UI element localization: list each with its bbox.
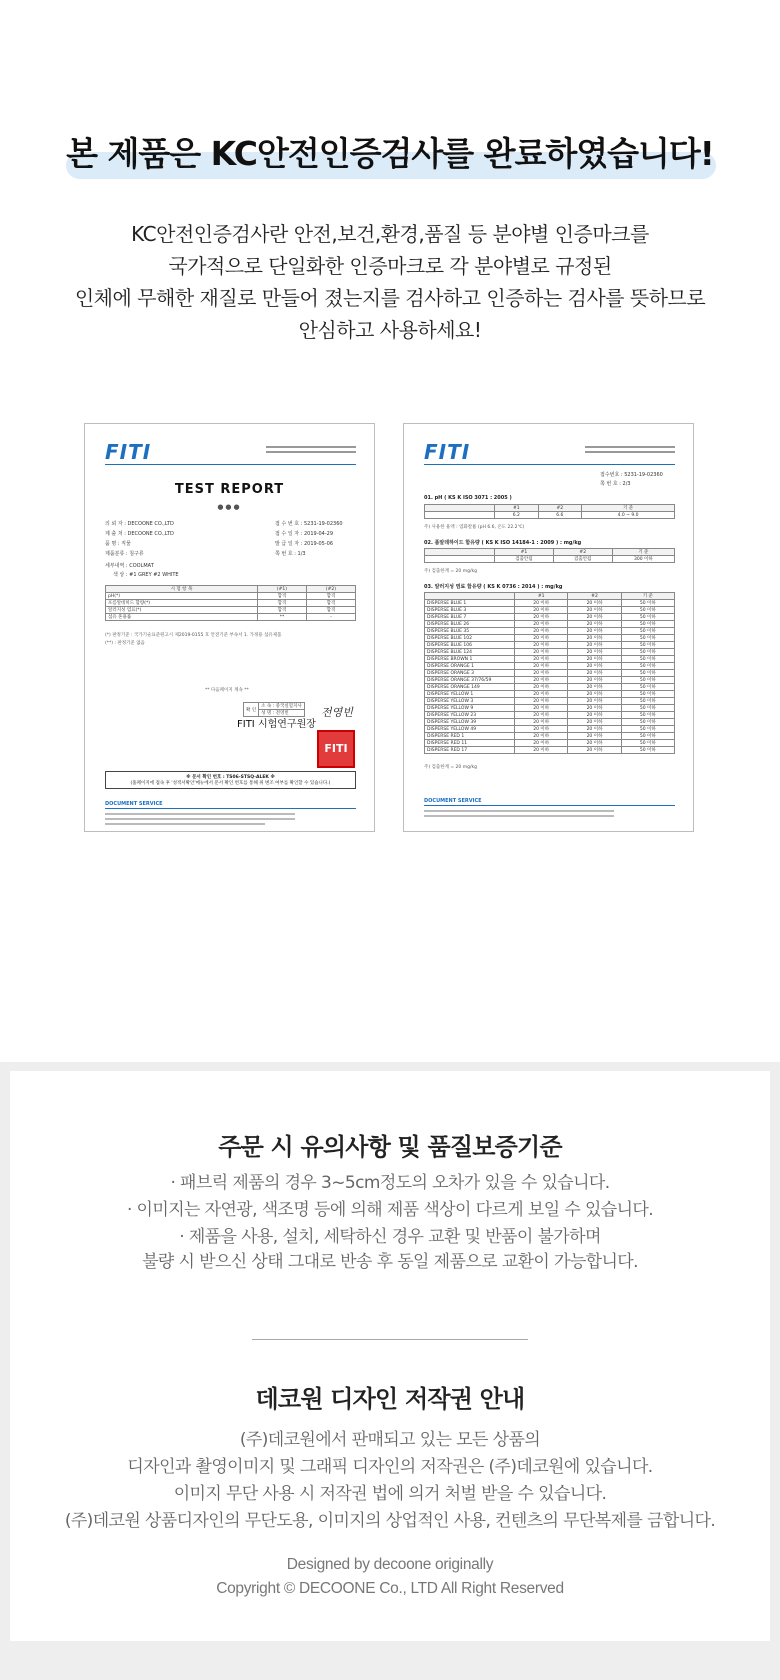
table-row xyxy=(425,698,675,705)
table-cell: 20 이하 xyxy=(568,670,621,677)
address-lines xyxy=(585,446,675,456)
field-row: 접 수 번 호 : 5231-19-02360 xyxy=(275,521,343,527)
table-cell: 50 이하 xyxy=(621,733,674,740)
table-row xyxy=(425,705,675,712)
table-row xyxy=(425,614,675,621)
table-cell: 50 이하 xyxy=(621,684,674,691)
table-cell: 20 이하 xyxy=(515,621,568,628)
table-cell: DISPERSE RED 11 xyxy=(425,740,515,747)
table-cell: DISPERSE YELLOW 39 xyxy=(425,719,515,726)
copyright-notice: Copyright © DECOONE Co., LTD All Right Reserved xyxy=(216,1580,564,1597)
table-row xyxy=(425,733,675,740)
table-row xyxy=(425,684,675,691)
intro-line: KC안전인증검사란 안전,보건,환경,품질 등 분야별 인증마크를 xyxy=(131,222,649,246)
field-row: 색 상 : #1 GREY #2 WHITE xyxy=(113,572,179,578)
section-divider xyxy=(252,1339,528,1340)
table-cell: 20 이하 xyxy=(515,677,568,684)
table-row xyxy=(425,719,675,726)
table-cell: DISPERSE RED 1 xyxy=(425,733,515,740)
table-cell: 20 이하 xyxy=(568,691,621,698)
notice-line: · 제품을 사용, 설치, 세탁하신 경우 교환 및 반품이 불가하며 xyxy=(179,1227,601,1247)
intro-line: 인체에 무해한 재질로 만들어 졌는지를 검사하고 인증하는 검사를 뜻하므로 xyxy=(74,286,706,310)
table-cell: DISPERSE BLUE 26 xyxy=(425,621,515,628)
table-row: 포름알데히드 함량(*) 합격 합격 xyxy=(106,600,356,607)
table-cell: 50 이하 xyxy=(621,670,674,677)
field-row: 접 수 일 자 : 2019-04-29 xyxy=(275,531,334,537)
field-row: 쪽 번 호 : 2/3 xyxy=(600,481,631,487)
continued-note: ** 다음페이지 계속 ** xyxy=(205,688,249,693)
table-cell: 20 이하 xyxy=(515,670,568,677)
table-cell: 20 이하 xyxy=(515,712,568,719)
table-row xyxy=(425,691,675,698)
footer-rule xyxy=(424,805,675,806)
table-cell: 20 이하 xyxy=(568,726,621,733)
table-cell: 50 이하 xyxy=(621,663,674,670)
table-cell: 20 이하 xyxy=(568,614,621,621)
table-cell: 20 이하 xyxy=(515,614,568,621)
table-note: 주) 사용한 용액 : 염화칼륨 (pH 6.6, 온도 22.2℃) xyxy=(424,525,525,530)
table-cell: 20 이하 xyxy=(568,656,621,663)
table-cell: 20 이하 xyxy=(568,607,621,614)
table-cell: 50 이하 xyxy=(621,649,674,656)
notice-line: 불량 시 받으신 상태 그대로 반송 후 동일 제품으로 교환이 가능합니다. xyxy=(142,1252,638,1272)
notice-text xyxy=(10,1170,770,1273)
table-cell: DISPERSE BLUE 124 xyxy=(425,649,515,656)
field-row: 품 명 : 직물 xyxy=(105,541,131,547)
field-row: 발 급 일 자 : 2019-05-06 xyxy=(275,541,334,547)
field-row: 세부내역 : COOLMAT xyxy=(105,563,154,569)
table-cell: 50 이하 xyxy=(621,621,674,628)
document-check-box: ※ 문서 확인 번호 : TS06-STSQ-ALEK ※ (홈페이지에 접속 후 '성적서확인'메뉴에서 문서 확인 번호를 통해 위 변조 여부를 확인할 수 있습니다.) xyxy=(105,771,356,789)
title-wrap xyxy=(0,128,780,175)
designed-by: Designed by decoone originally xyxy=(286,1556,494,1573)
table-row xyxy=(425,628,675,635)
table-row xyxy=(425,607,675,614)
table-cell: 20 이하 xyxy=(515,726,568,733)
table-cell: 20 이하 xyxy=(568,747,621,754)
table-cell: DISPERSE ORANGE 3 xyxy=(425,670,515,677)
table-cell: 50 이하 xyxy=(621,628,674,635)
table-cell: 50 이하 xyxy=(621,726,674,733)
copyright-title: 데코원 디자인 저작권 안내 xyxy=(255,1385,525,1413)
ph-table: #1 #2 기 준 6.2 6.6 4.0 ~ 9.0 xyxy=(424,504,675,519)
table-row: 6.2 6.6 4.0 ~ 9.0 xyxy=(425,512,675,519)
table-header: (#1) xyxy=(257,586,306,593)
table-note: (**) : 판정기준 없음 xyxy=(105,641,145,646)
table-cell: 20 이하 xyxy=(515,628,568,635)
table-row xyxy=(425,712,675,719)
table-cell: DISPERSE BLUE 3 xyxy=(425,607,515,614)
copyright-text xyxy=(10,1427,770,1535)
table-cell: DISPERSE BLUE 1 xyxy=(425,600,515,607)
table-cell: 20 이하 xyxy=(515,733,568,740)
table-cell: DISPERSE YELLOW 23 xyxy=(425,712,515,719)
table-cell: DISPERSE BLUE 7 xyxy=(425,614,515,621)
notice-title: 주문 시 유의사항 및 품질보증기준 xyxy=(218,1133,562,1161)
table-cell: DISPERSE ORANGE 37/76/59 xyxy=(425,677,515,684)
table-cell: 50 이하 xyxy=(621,600,674,607)
notice-line: · 이미지는 자연광, 색조명 등에 의해 제품 색상이 다르게 보일 수 있습니다. xyxy=(126,1200,654,1220)
document-service-label: DOCUMENT SERVICE xyxy=(424,798,482,804)
formaldehyde-table: #1 #2 기 준 검출안됨 검출안됨 300 이하 xyxy=(424,548,675,563)
table-row xyxy=(425,747,675,754)
table-cell: 20 이하 xyxy=(568,684,621,691)
table-cell: DISPERSE BLUE 35 xyxy=(425,628,515,635)
header-rule xyxy=(424,464,675,465)
table-cell: 20 이하 xyxy=(515,747,568,754)
table-cell: 20 이하 xyxy=(515,684,568,691)
table-row xyxy=(425,649,675,656)
table-cell: 50 이하 xyxy=(621,677,674,684)
table-cell: 20 이하 xyxy=(515,705,568,712)
section-title: 02. 폼알데하이드 함유량 ( KS K ISO 14184-1 : 2009 ) : mg/kg xyxy=(424,540,582,546)
table-cell: 50 이하 xyxy=(621,656,674,663)
table-cell: DISPERSE BLUE 106 xyxy=(425,642,515,649)
table-cell: 20 이하 xyxy=(568,740,621,747)
approver-table: 확 인 소 속 : 중국실험지사 성 명 : 전영빈 xyxy=(243,702,305,717)
table-cell: DISPERSE YELLOW 49 xyxy=(425,726,515,733)
section-title: 01. pH ( KS K ISO 3071 : 2005 ) xyxy=(424,495,512,501)
table-row xyxy=(425,656,675,663)
report-dots: ●●● xyxy=(217,503,242,511)
copyright-line: 디자인과 촬영이미지 및 그래픽 디자인의 저작권은 (주)데코원에 있습니다. xyxy=(127,1457,653,1477)
notice-line: · 패브릭 제품의 경우 3~5cm정도의 오차가 있을 수 있습니다. xyxy=(170,1173,610,1193)
copyright-line: (주)데코원 상품디자인의 무단도용, 이미지의 상업적인 사용, 컨텐츠의 무단복제를 금합니다. xyxy=(64,1511,716,1531)
field-row: 의 뢰 자 : DECOONE CO.,LTD xyxy=(105,521,174,527)
table-cell: 20 이하 xyxy=(515,649,568,656)
table-cell: 50 이하 xyxy=(621,614,674,621)
table-cell: 20 이하 xyxy=(568,712,621,719)
footer-rule xyxy=(105,808,356,809)
table-cell: 20 이하 xyxy=(515,740,568,747)
table-row xyxy=(425,677,675,684)
notice-section xyxy=(0,1062,780,1680)
table-cell: 20 이하 xyxy=(568,719,621,726)
table-cell: 50 이하 xyxy=(621,698,674,705)
table-row xyxy=(425,642,675,649)
field-row: 접수번호 : 5231-19-02360 xyxy=(600,472,663,478)
table-cell: 20 이하 xyxy=(515,635,568,642)
table-cell: 20 이하 xyxy=(568,663,621,670)
table-note: 주) 검출한계 = 20 mg/kg xyxy=(424,569,477,574)
intro-line: 안심하고 사용하세요! xyxy=(298,318,482,342)
test-report-page-2 xyxy=(403,423,694,832)
intro-text xyxy=(0,218,780,346)
table-cell: DISPERSE BROWN 1 xyxy=(425,656,515,663)
table-row xyxy=(425,621,675,628)
document-service-label: DOCUMENT SERVICE xyxy=(105,801,163,807)
table-cell: 50 이하 xyxy=(621,747,674,754)
table-cell: 50 이하 xyxy=(621,712,674,719)
table-row: 섬유 혼용률 ** - xyxy=(106,614,356,621)
table-cell: 50 이하 xyxy=(621,607,674,614)
table-row xyxy=(425,600,675,607)
table-cell: 20 이하 xyxy=(568,628,621,635)
table-cell: DISPERSE YELLOW 1 xyxy=(425,691,515,698)
table-cell: 20 이하 xyxy=(568,635,621,642)
table-cell: 50 이하 xyxy=(621,705,674,712)
signature: 전영빈 xyxy=(321,706,353,719)
table-row: 검출안됨 검출안됨 300 이하 xyxy=(425,556,675,563)
table-note: (*) 판정기준 : 국가기술표준원고시 제2019-0155 호 안전기준 부속서 1. 가정용 섬유제품 xyxy=(105,633,282,638)
table-note: 주) 검출한계 = 20 mg/kg xyxy=(424,765,477,770)
address-lines xyxy=(266,446,356,456)
table-cell: DISPERSE ORANGE 149 xyxy=(425,684,515,691)
table-cell: 50 이하 xyxy=(621,635,674,642)
table-cell: 20 이하 xyxy=(568,677,621,684)
field-row: 제품분류 : 침구류 xyxy=(105,551,144,557)
table-cell: 20 이하 xyxy=(515,642,568,649)
intro-line: 국가적으로 단일화한 인증마크로 각 분야별로 규정된 xyxy=(168,254,612,278)
table-cell: 50 이하 xyxy=(621,691,674,698)
table-row xyxy=(425,670,675,677)
table-cell: 50 이하 xyxy=(621,719,674,726)
copyright-line: (주)데코원에서 판매되고 있는 모든 상품의 xyxy=(239,1430,541,1450)
table-cell: 20 이하 xyxy=(568,733,621,740)
table-cell: 50 이하 xyxy=(621,642,674,649)
table-header: (#2) xyxy=(306,586,355,593)
table-cell: DISPERSE BLUE 102 xyxy=(425,635,515,642)
fiti-logo: FITI xyxy=(424,440,471,464)
table-cell: DISPERSE RED 17 xyxy=(425,747,515,754)
table-cell: DISPERSE YELLOW 9 xyxy=(425,705,515,712)
official-seal: FITI xyxy=(317,730,355,768)
table-cell: 20 이하 xyxy=(515,663,568,670)
table-cell: 20 이하 xyxy=(568,649,621,656)
page-title: 본 제품은 KC안전인증검사를 완료하였습니다! xyxy=(66,134,714,173)
table-row xyxy=(425,726,675,733)
table-row: 알러지성 염료(*) 합격 합격 xyxy=(106,607,356,614)
table-cell: 20 이하 xyxy=(515,698,568,705)
table-cell: DISPERSE YELLOW 3 xyxy=(425,698,515,705)
table-header: 시 험 항 목 xyxy=(106,586,258,593)
table-cell: 20 이하 xyxy=(568,642,621,649)
table-cell: 20 이하 xyxy=(568,698,621,705)
table-cell: 20 이하 xyxy=(568,600,621,607)
table-row: pH(*) 합격 합격 xyxy=(106,593,356,600)
table-row xyxy=(425,635,675,642)
table-cell: 50 이하 xyxy=(621,740,674,747)
copyright-line: 이미지 무단 사용 시 저작권 법에 의거 처벌 받을 수 있습니다. xyxy=(173,1484,607,1504)
institute-name: FITI 시험연구원장 xyxy=(237,719,316,730)
table-row xyxy=(425,663,675,670)
field-row: 쪽 번 호 : 1/3 xyxy=(275,551,306,557)
fiti-logo: FITI xyxy=(105,440,152,464)
table-cell: 20 이하 xyxy=(568,705,621,712)
field-row: 제 출 처 : DECOONE CO.,LTD xyxy=(105,531,174,537)
header-rule xyxy=(105,464,356,465)
result-table xyxy=(105,585,356,621)
allergenic-dye-table: #1 #2 기 준 DISPERSE BLUE 1 20 이하 20 이하 50 이하 DISPERSE BLUE 3 20 이하 20 이하 50 이하 DISPERSE BLUE 7 20 이하 20 이하 50 이하 DISPERSE BLUE 26 20 이하 20 이하 50 이하 DISPERSE BLUE 35 20 이하 20 이하 50 이하 DISPERSE BLUE 102 20 이하 20 이하 50 이하 DISPERSE BLUE 106 20 이하 20 이하 50 이하 DISPERSE BLUE 124 20 이하 20 이하 50 이하 DISPERSE BROWN 1 20 이하 20 이하 50 이하 DISPERSE ORANGE 1 20 이하 20 이하 50 이하 DISPERSE ORANGE 3 20 이하 20 이하 50 이하 DISPERSE ORANGE 37/76/59 20 이하 20 이하 50 이하 DISPERSE ORANGE 149 20 이하 20 이하 50 이하 DISPERSE YELLOW 1 20 이하 20 이하 50 이하 DISPERSE YELLOW 3 20 이하 20 이하 50 이하 DISPERSE YELLOW 9 20 이하 20 이하 50 이하 DISPERSE YELLOW 23 20 이하 20 이하 50 이하 DISPERSE YELLOW 39 20 이하 20 이하 50 이하 DISPERSE YELLOW 49 20 이하 20 이하 50 이하 DISPERSE RED 1 20 이하 20 이하 50 이하 DISPERSE RED 11 20 이하 20 이하 50 이하 DISPERSE RED 17 20 이하 20 이하 50 이하 xyxy=(424,592,675,754)
report-title: TEST REPORT xyxy=(174,482,285,497)
table-cell: 20 이하 xyxy=(515,656,568,663)
table-cell: DISPERSE ORANGE 1 xyxy=(425,663,515,670)
table-cell: 20 이하 xyxy=(515,600,568,607)
table-row xyxy=(425,740,675,747)
table-cell: 20 이하 xyxy=(515,691,568,698)
section-title: 03. 알러지성 염료 함유량 ( KS K 0736 : 2014 ) : mg/kg xyxy=(424,584,563,590)
table-cell: 20 이하 xyxy=(568,621,621,628)
notice-panel xyxy=(10,1071,770,1641)
test-report-page-1 xyxy=(84,423,375,832)
table-cell: 20 이하 xyxy=(515,607,568,614)
table-cell: 20 이하 xyxy=(515,719,568,726)
